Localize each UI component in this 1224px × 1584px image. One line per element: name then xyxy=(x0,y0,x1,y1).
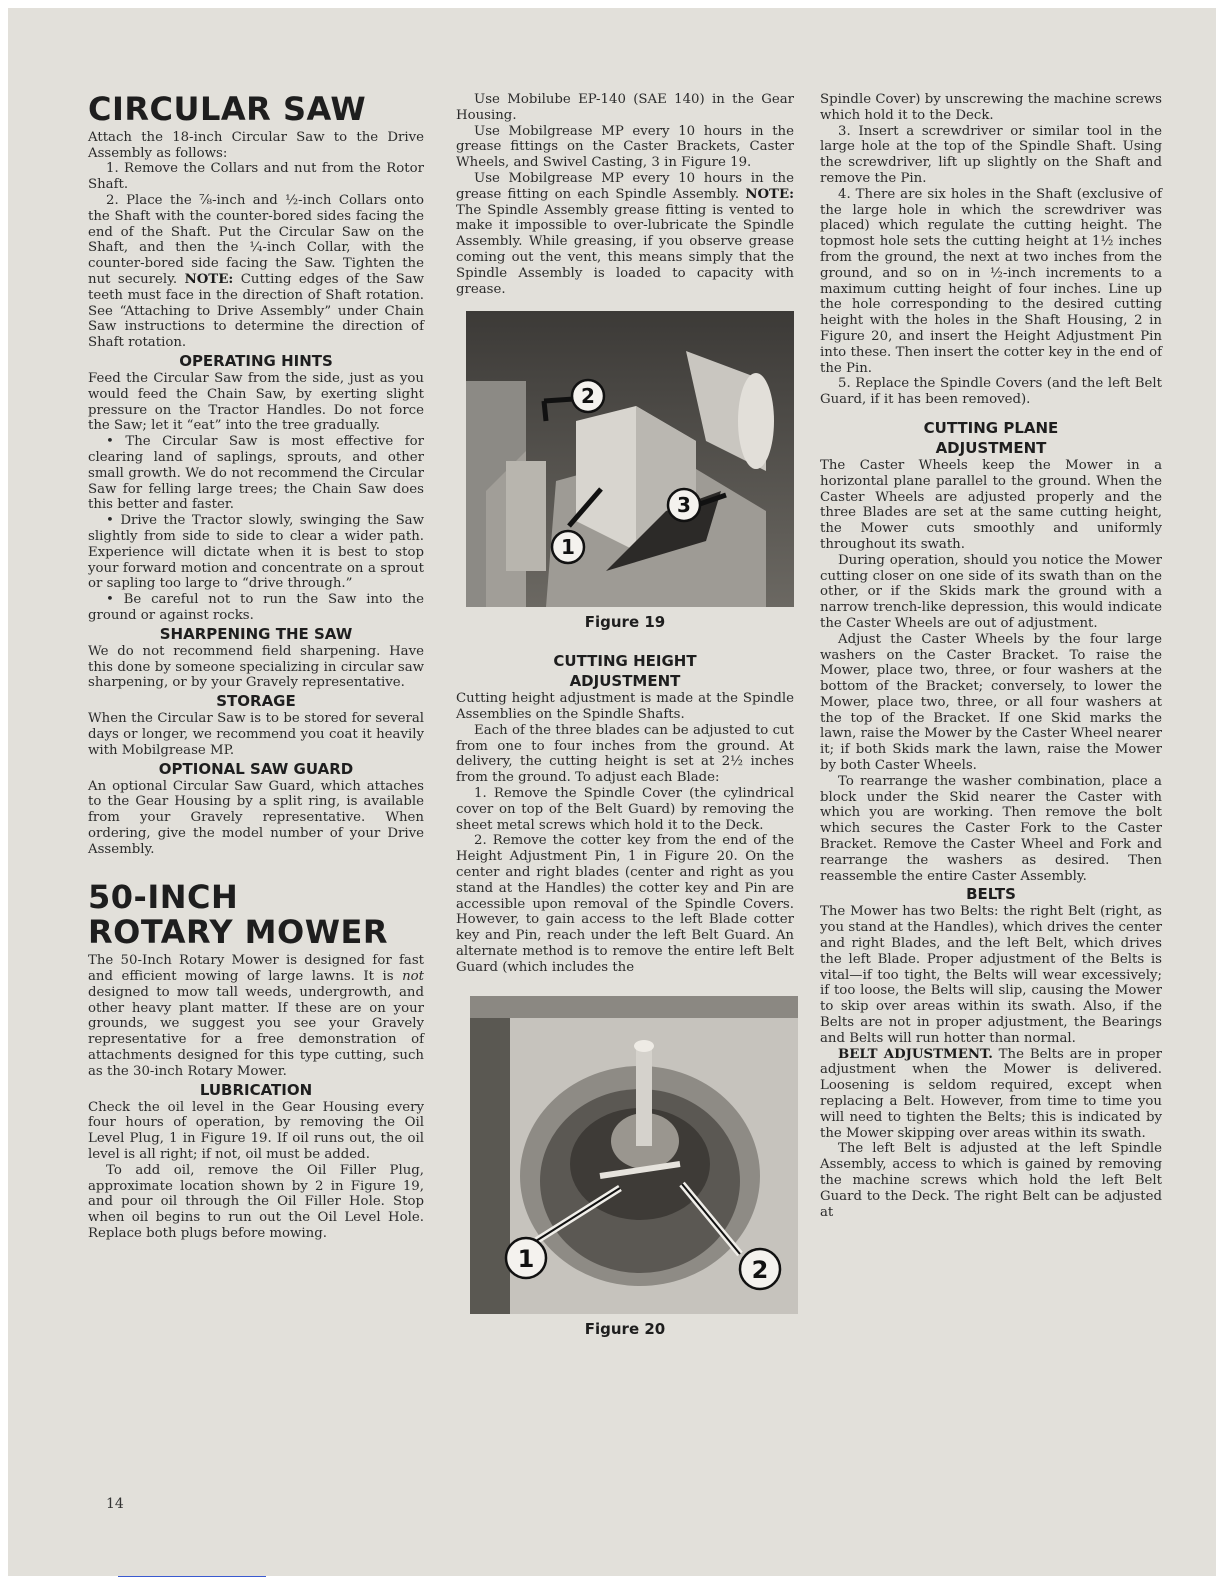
callout-label: 2 xyxy=(751,1255,769,1284)
text: Use Mobilgrease MP every 10 hours in the grease fitting on each Spindle Assembly. xyxy=(456,170,794,202)
paragraph: • The Circular Saw is most effective for clearing land of saplings, sprouts, and other small growth. We do not recommend the Circular Saw for felling large trees; the Chain Saw does this better and faster. xyxy=(88,434,424,513)
section-title-rotary-mower xyxy=(88,877,424,952)
heading-sharpening: SHARPENING THE SAW xyxy=(159,624,353,643)
column-3 xyxy=(820,92,1162,1220)
paragraph: 1. Remove the Collars and nut from the Rotor Shaft. xyxy=(88,161,424,193)
paragraph xyxy=(820,1047,1162,1142)
callout-label: 2 xyxy=(581,384,595,409)
heading-belts: BELTS xyxy=(966,885,1016,904)
spindle-shaft-upper xyxy=(636,1046,652,1146)
arrow-2-head xyxy=(544,401,546,421)
paragraph: The Mower has two Belts: the right Belt (right, as you stand at the Handles), which drives the center and right Blades, and the left Belt, which drives the left Blade. Proper adjustment of the Belts is vital—if too tight, the Belts will wear excessively; if too loose, the Belts will slip, causing the Mower to skip over areas within its swath. Also, if the Belts are not in proper adjustment, the Bearings and Belts will run hotter than normal. xyxy=(820,904,1162,1046)
paragraph xyxy=(88,193,424,351)
heading-cutting-height xyxy=(456,651,794,691)
heading-operating-hints: OPERATING HINTS xyxy=(179,351,333,370)
heading-storage: STORAGE xyxy=(216,692,296,711)
paragraph: Feed the Circular Saw from the side, just as you would feed the Chain Saw, by exerting slight pressure on the Tractor Handles. Do not force the Saw; let it “eat” into the tree gradually. xyxy=(88,370,424,434)
top-edge xyxy=(470,996,798,1018)
paragraph: Check the oil level in the Gear Housing every four hours of operation, by removing the Oil Level Plug, 1 in Figure 19. If oil runs out, the oil level is all right; if not, oil must be added. xyxy=(88,1099,424,1162)
callout-1 xyxy=(552,531,584,563)
shaft-top xyxy=(634,1040,654,1052)
column-2 xyxy=(456,92,794,1337)
emphasis: not xyxy=(402,968,425,984)
text: The 50-Inch Rotary Mower is designed for fast and efficient mowing of large lawns. It is xyxy=(88,953,424,984)
caster-post xyxy=(506,461,546,571)
section-title-circular-saw: CIRCULAR SAW xyxy=(88,90,367,128)
heading-line: CUTTING PLANE xyxy=(923,418,1059,437)
paragraph: An optional Circular Saw Guard, which attaches to the Gear Housing by a split ring, is available from your Gravely representative. When ordering, give the model number of your Drive Assembly. xyxy=(88,778,424,857)
paragraph: Use Mobilube EP-140 (SAE 140) in the Gear Housing. xyxy=(456,92,794,123)
paragraph: Attach the 18-inch Circular Saw to the Drive Assembly as follows: xyxy=(88,129,424,161)
callout-3 xyxy=(668,489,700,521)
scan-mark-line xyxy=(118,1576,266,1577)
paragraph: To add oil, remove the Oil Filler Plug, approximate location shown by 2 in Figure 19, and pour oil through the Oil Filler Hole. Stop when oil begins to run out the Oil Level Hole. Replace both plugs before mowing. xyxy=(88,1162,424,1241)
paragraph xyxy=(88,953,424,1079)
paragraph: Use Mobilgrease MP every 10 hours in the grease fittings on the Caster Brackets, Caster Wheels, and Swivel Casting, 3 in Figure 19. xyxy=(456,123,794,171)
text: The Spindle Assembly grease fitting is vented to make it impossible to over-lubricate the Spindle Assembly. While greasing, if you observe grease coming out the vent, this means simply that the Spindle Assembly is loaded to capacity with grease. xyxy=(456,202,794,297)
figure-20-caption: Figure 20 xyxy=(584,1319,666,1338)
heading-line: ADJUSTMENT xyxy=(935,438,1047,457)
paragraph: Adjust the Caster Wheels by the four large washers on the Caster Bracket. To raise the Mower, place two, three, or four washers at the bottom of the Bracket; conversely, to lower the Mower, place two, three, or all four washers at the top of the Bracket. If one Skid marks the lawn, raise the Mower by the Caster Wheel nearer it; if both Skids mark the lawn, raise the Mower by both Caster Wheels. xyxy=(820,631,1162,774)
spacer xyxy=(456,631,794,651)
paragraph: • Be careful not to run the Saw into the ground or against rocks. xyxy=(88,592,424,623)
paragraph: 3. Insert a screwdriver or similar tool in the large hole at the top of the Spindle Shaft. Using the screwdriver, lift up slightly on the Shaft and remove the Pin. xyxy=(820,123,1162,186)
manual-page xyxy=(8,8,1216,1576)
coupling-flange xyxy=(738,373,774,469)
title-line: 50-INCH xyxy=(88,877,239,916)
heading-line: CUTTING HEIGHT xyxy=(553,652,697,671)
figure-19-caption: Figure 19 xyxy=(584,613,666,632)
figure-19-photo xyxy=(466,311,794,607)
note-label: NOTE: xyxy=(184,272,234,287)
text: 2. Place the ⅞-inch and ½-inch Collars onto the Shaft with the counter-bored sides facing the end of the Shaft. Put the Circular Saw on the Shaft, and then the ¼-inch Collar, with the counter-bored side facing the Saw. Tighten the nut securely. xyxy=(88,193,424,287)
paragraph: Spindle Cover) by unscrewing the machine screws which hold it to the Deck. xyxy=(820,92,1162,123)
paragraph: During operation, should you notice the Mower cutting closer on one side of its swath than on the other, or if the Skids mark the ground with a narrow trench-like depression, this would indicate the Caster Wheels are out of adjustment. xyxy=(820,552,1162,631)
belt-adjustment-label: BELT ADJUSTMENT. xyxy=(838,1046,993,1062)
text: The Belts are in proper adjustment when the Mower is delivered. Loosening is seldom required, except when replacing a Belt. However, from time to time you will need to tighten the Belts; this is indicated by the Mower skipping over areas within its swath. xyxy=(820,1046,1162,1141)
callout-label: 1 xyxy=(517,1244,535,1273)
paragraph: Each of the three blades can be adjusted to cut from one to four inches from the ground. At delivery, the cutting height is set at 2½ inches from the ground. To adjust each Blade: xyxy=(456,722,794,786)
spacer xyxy=(88,858,424,880)
title-line: ROTARY MOWER xyxy=(88,913,388,952)
callout-label: 1 xyxy=(561,535,575,560)
callout-2 xyxy=(572,380,604,412)
callout-label: 3 xyxy=(677,493,691,518)
paragraph: When the Circular Saw is to be stored for several days or longer, we recommend you coat it heavily with Mobilgrease MP. xyxy=(88,711,424,758)
spacer xyxy=(820,408,1162,418)
arrow-2 xyxy=(544,399,574,401)
text: designed to mow tall weeds, undergrowth, and other heavy plant matter. If these are on your grounds, we suggest you see your Gravely representative for a free demonstration of attachments designed for this type cutting, such as the 30-inch Rotary Mower. xyxy=(88,984,424,1079)
figure-19-illustration xyxy=(466,311,794,607)
note-label: NOTE: xyxy=(745,186,794,202)
left-shadow xyxy=(470,996,510,1314)
paragraph: We do not recommend field sharpening. Have this done by someone specializing in circular saw sharpening, or by your Gravely representative. xyxy=(88,643,424,691)
paragraph: The left Belt is adjusted at the left Spindle Assembly, access to which is gained by removing the machine screws which hold the left Belt Guard to the Deck. The right Belt can be adjusted at xyxy=(820,1141,1162,1220)
paragraph: To rearrange the washer combination, place a block under the Skid nearer the Caster with which you are working. Then remove the bolt which secures the Caster Fork to the Caster Bracket. Remove the Caster Wheel and Fork and rearrange the washers as desired. Then reassemble the entire Caster Assembly. xyxy=(820,773,1162,884)
figure-20-illustration xyxy=(470,996,798,1314)
paragraph: 4. There are six holes in the Shaft (exclusive of the large hole in which the screwdriver was placed) which regulate the cutting height. The topmost hole sets the cutting height at 1½ inches from the ground, the next at two inches from the ground, and so on in ½-inch increments to a maximum cutting height of four inches. Line up the hole corresponding to the desired cutting height with the holes in the Shaft Housing, 2 in Figure 20, and insert the Height Adjustment Pin into these. Then insert the cotter key in the end of the Pin. xyxy=(820,186,1162,376)
heading-optional-saw-guard: OPTIONAL SAW GUARD xyxy=(158,759,354,778)
figure-20-photo xyxy=(470,996,798,1314)
page-number: 14 xyxy=(106,1496,124,1512)
paragraph xyxy=(456,171,794,297)
paragraph: The Caster Wheels keep the Mower in a horizontal plane parallel to the ground. When the Caster Wheels are adjusted properly and the three Blades are set at the same cutting height, the Mower cuts smoothly and uniformly throughout its swath. xyxy=(820,457,1162,552)
column-1 xyxy=(88,92,424,1242)
callout-1 xyxy=(506,1238,546,1278)
paragraph: • Drive the Tractor slowly, swinging the Saw slightly from side to side to clear a wider path. Experience will dictate when it is best to stop your forward motion and concentrate on a sprout or sapling too large to “drive through.” xyxy=(88,513,424,592)
heading-line: ADJUSTMENT xyxy=(569,672,681,691)
heading-cutting-plane xyxy=(820,418,1162,458)
paragraph: 1. Remove the Spindle Cover (the cylindrical cover on top of the Belt Guard) by removing the sheet metal screws which hold it to the Deck. xyxy=(456,785,794,833)
heading-lubrication: LUBRICATION xyxy=(199,1080,313,1099)
text: Cutting edges of the Saw teeth must face in the direction of Shaft rotation. See “Attaching to Drive Assembly” under Chain Saw instructions to determine the direction of Shaft rotation. xyxy=(88,272,425,351)
paragraph: 2. Remove the cotter key from the end of the Height Adjustment Pin, 1 in Figure 20. On the center and right blades (center and right as you stand at the Handles) the cotter key and Pin are accessible upon removal of the Spindle Covers. However, to gain access to the left Blade cotter key and Pin, reach under the left Belt Guard. An alternate method is to remove the entire left Belt Guard (which includes the xyxy=(456,833,794,975)
paragraph: Cutting height adjustment is made at the Spindle Assemblies on the Spindle Shafts. xyxy=(456,691,794,722)
paragraph: 5. Replace the Spindle Covers (and the left Belt Guard, if it has been removed). xyxy=(820,376,1162,408)
callout-2 xyxy=(740,1249,780,1289)
